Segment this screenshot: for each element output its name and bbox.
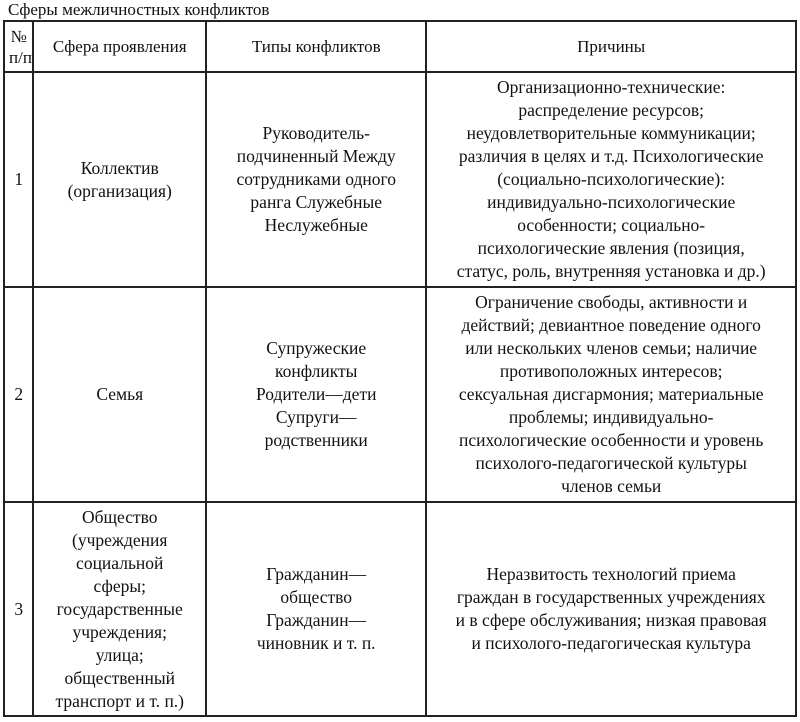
row-number: 2: [4, 287, 33, 502]
text-line: (учреждения: [72, 529, 168, 550]
causes-cell: [426, 287, 796, 502]
text-line: особенности; социально-: [517, 215, 706, 235]
table-row: [4, 502, 796, 716]
text-line: транспорт и т. п.): [55, 690, 185, 711]
text-line: (социально-психологические):: [497, 169, 726, 189]
text-line: государственные: [56, 598, 183, 619]
text-line: Организационно-технические:: [496, 77, 726, 97]
header-types: Типы конфликтов: [206, 21, 426, 72]
text-line: Коллектив: [80, 157, 159, 178]
text-line: или нескольких членов семьи; наличие: [465, 338, 758, 358]
text-line: Неслужебные: [264, 215, 368, 235]
sphere-cell: [33, 502, 206, 716]
text-line: психологические явления (позиция,: [477, 238, 745, 258]
text-line: проблемы; индивидуально-: [508, 407, 714, 427]
table-row: [4, 287, 796, 502]
text-line: учреждения;: [72, 621, 167, 642]
text-line: и в сфере обслуживания; низкая правовая: [455, 610, 767, 630]
text-line: конфликты: [275, 361, 358, 381]
text-line: индивидуально-психологические: [487, 192, 736, 212]
text-line: членов семьи: [561, 476, 662, 496]
text-line: чиновник и т. п.: [256, 633, 376, 653]
header-num-line: №: [10, 26, 27, 46]
text-line: психологические особенности и уровень: [458, 430, 764, 450]
row-number: 3: [4, 502, 33, 716]
types-cell: [206, 502, 426, 716]
table-row: [4, 72, 796, 287]
text-line: различия в целях и т.д. Психологические: [458, 146, 764, 166]
text-line: Общество: [81, 506, 158, 527]
text-line: Супружеские: [266, 338, 367, 358]
text-line: Семья: [96, 384, 144, 404]
text-line: статус, роль, внутренняя установка и др.): [456, 261, 766, 281]
text-line: Гражданин—: [266, 610, 367, 630]
text-line: Ограничение свободы, активности и: [475, 292, 748, 312]
row-number: 1: [4, 72, 33, 287]
text-line: социальной: [76, 552, 164, 573]
text-line: Супруги—: [275, 407, 357, 427]
types-cell: [206, 72, 426, 287]
text-line: сферы;: [93, 575, 146, 596]
text-line: действий; девиантное поведение одного: [461, 315, 761, 335]
text-line: распределение ресурсов;: [518, 100, 704, 120]
text-line: неудовлетворительные коммуникации;: [466, 123, 756, 143]
header-num: [4, 21, 33, 72]
header-row: [4, 21, 796, 72]
sphere-cell: [33, 287, 206, 502]
text-line: противоположных интересов;: [499, 361, 723, 381]
text-line: и психолого-педагогическая культура: [471, 633, 751, 653]
text-line: Родители—дети: [255, 384, 377, 404]
text-line: психолого-педагогической культуры: [475, 453, 747, 473]
text-line: Гражданин—: [266, 564, 367, 584]
header-num-line: п/п: [9, 47, 32, 67]
sphere-cell: [33, 72, 206, 287]
text-line: (организация): [67, 180, 172, 201]
header-causes: Причины: [426, 21, 796, 72]
header-sphere: Сфера проявления: [33, 21, 206, 72]
causes-cell: [426, 502, 796, 716]
text-line: сотрудниками одного: [236, 169, 396, 189]
text-line: общество: [280, 587, 353, 607]
causes-cell: [426, 72, 796, 287]
text-line: подчиненный Между: [236, 146, 396, 166]
text-line: Неразвитость технологий приема: [486, 564, 736, 584]
text-line: родственники: [264, 430, 368, 450]
text-line: ранга Служебные: [250, 192, 382, 212]
text-line: улица;: [95, 644, 144, 665]
text-line: Руководитель-: [262, 123, 370, 143]
text-line: общественный: [64, 667, 175, 688]
table-caption: Сферы межличностных конфликтов: [8, 0, 270, 19]
types-cell: [206, 287, 426, 502]
text-line: граждан в государственных учреждениях: [456, 587, 766, 607]
text-line: сексуальная дисгармония; материальные: [458, 384, 764, 404]
conflicts-table: [3, 20, 797, 717]
